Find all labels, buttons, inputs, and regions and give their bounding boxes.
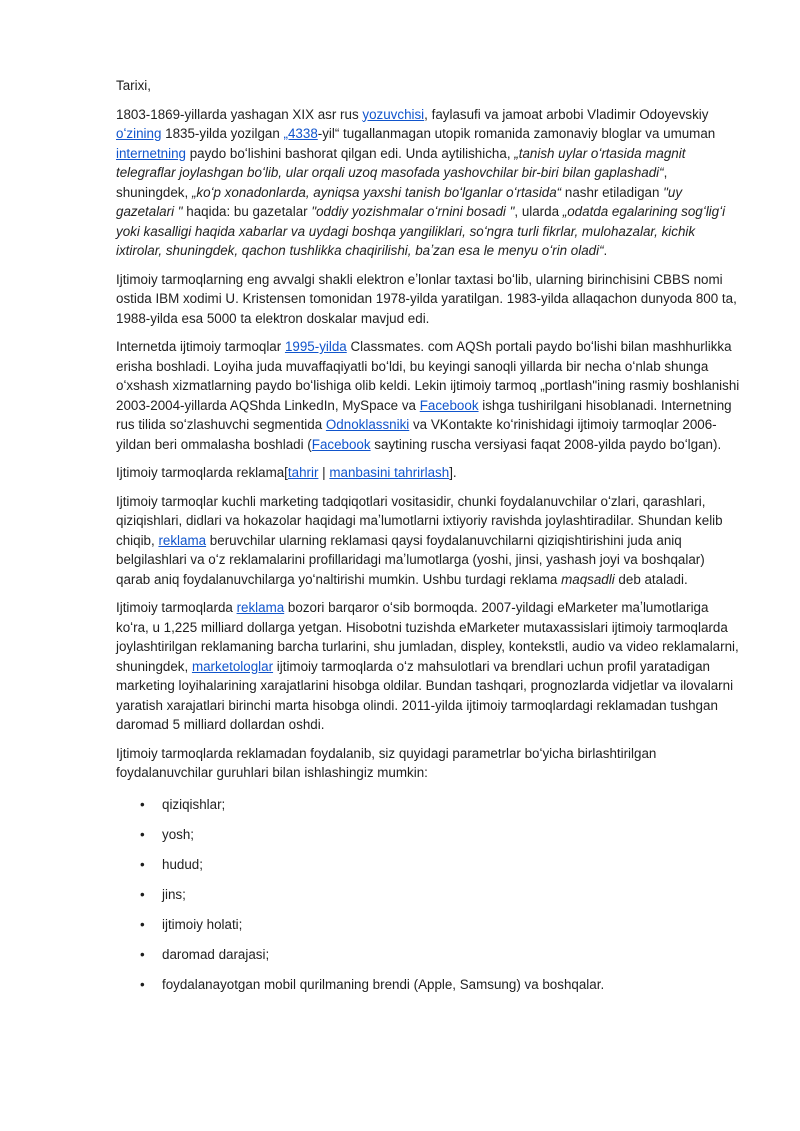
text: saytining ruscha versiyasi faqat 2008-yilda paydo boʻlgan). (370, 436, 722, 452)
link-facebook[interactable]: Facebook (419, 397, 479, 413)
quote: „koʻp xonadonlarda, ayniqsa yaxshi tanish boʻlganlar oʻrtasida“ (191, 184, 562, 200)
bullet-icon: • (140, 856, 145, 872)
bullet-icon: • (140, 946, 145, 962)
targeting-parameters-list (116, 795, 740, 1005)
link-odnoklassniki[interactable]: Odnoklassniki (325, 417, 410, 432)
list-item-text: daromad darajasi; (162, 946, 270, 962)
quote: „tanish uylar oʻrtasida magnit telegraflar joylashgan boʻlib, ular orqali uzoq masofada yashovchilar bir-biri bilan gaplashadi“ (116, 145, 686, 180)
list-item-text: yosh; (162, 826, 195, 842)
subsection-heading (116, 463, 740, 483)
text: beruvchilar ularning reklamasi qaysi foydalanuvchilarni qiziqishtirishini juda aniq belgilashlari va oʻz reklamalarini profillaridagi maʼlumotlarga (yoshi, jinsi, yashash joyi va boshqalar) qarab aniq foydalanuvchilarga yoʻnaltirishi mumkin. Ushbu turdagi reklama (116, 532, 705, 587)
text: bozori barqaror oʻsib bormoqda. 2007-yildagi eMarketer maʼlumotlariga koʻra, u 1,225 milliard dollarga yetgan. Hisobotni tuzishda eMarketer mutaxassislari ijtimoiy tarmoqlarda joylashtirilgan reklamaning barcha turlarini, shu jumladan, displey, kontekstli, audio va video reklamalarni, shuningdek, (116, 600, 739, 674)
list-item (116, 855, 740, 885)
list-item-text: ijtimoiy holati; (162, 916, 243, 932)
text: ishga tushirilgani hisoblanadi. Internetning rus tilida soʻzlashuvchi segmentida (116, 397, 732, 432)
list-item (116, 945, 740, 975)
list-item (116, 885, 740, 915)
link-facebook[interactable]: Facebook (311, 436, 371, 452)
bullet-icon: • (140, 796, 145, 812)
link-yozuvchisi[interactable]: yozuvchisi (362, 106, 425, 122)
text: haqida: bu gazetalar (182, 204, 312, 219)
text: , faylasufi va jamoat arbobi Vladimir Odoyevskiy (424, 106, 709, 122)
text: -yil“ tugallanmagan utopik romanida zamonaviy bloglar va umuman (317, 126, 716, 141)
bullet-icon: • (140, 916, 145, 932)
list-item-text: jins; (162, 886, 186, 902)
list-item-text: foydalanayotgan mobil qurilmaning brendi (Apple, Samsung) va boshqalar. (162, 976, 605, 992)
list-item (116, 975, 740, 1005)
text: paydo boʻlishini bashorat qilgan edi. Unda aytilishicha, (185, 145, 515, 161)
link-4338[interactable]: „4338 (283, 126, 318, 141)
paragraph-internet-networks (116, 337, 740, 454)
text: ]. (449, 465, 457, 480)
text: Ijtimoiy tarmoqlar kuchli marketing tadqiqotlari vositasidir, chunki foydalanuvchilar oʻzlari, qarashlari, qiziqishlari, didlari va hokazolar haqidagi maʼlumotlarni ixtiyoriy ravishda joylashtiradilar. Shundan kelib chiqib, (116, 493, 723, 548)
list-item (116, 795, 740, 825)
list-item-text: hudud; (162, 856, 203, 872)
bullet-icon: • (140, 886, 145, 902)
text: va VKontakte koʻrinishidagi ijtimoiy tarmoqlar 2006-yildan beri ommalasha boshladi ( (116, 417, 717, 452)
link-reklama[interactable]: reklama (236, 600, 285, 615)
text: Ijtimoiy tarmoqlarda (116, 600, 237, 615)
list-item (116, 915, 740, 945)
link-marketologlar[interactable]: marketologlar (191, 658, 274, 674)
text: nashr etiladigan (561, 184, 664, 200)
emphasis: maqsadli (561, 571, 615, 587)
text: , shuningdek, (116, 165, 668, 200)
link-tahrir[interactable]: tahrir (287, 465, 319, 480)
text: 1835-yilda yozilgan (161, 126, 284, 141)
link-internetning[interactable]: internetning (116, 145, 186, 161)
link-manbasini-tahrirlash[interactable]: manbasini tahrirlash (329, 465, 450, 480)
quote: "oddiy yozishmalar oʻrnini bosadi " (311, 204, 515, 219)
quote: "uy gazetalari " (116, 184, 683, 219)
text: deb ataladi. (614, 571, 688, 587)
text: Internetda ijtimoiy tarmoqlar (116, 339, 285, 354)
quote: „odatda egalarining sogʻligʻi yoki kasalligi haqida xabarlar va uydagi boshqa yangiliklari, soʻngra turli fikrlar, mulohazalar, kichik ixtirolar, shuningdek, qachon tushlikka chaqirilishi, baʼzan esa le menyu oʻrin oladi“ (116, 204, 726, 258)
list-item-text: qiziqishlar; (162, 796, 226, 812)
bullet-icon: • (140, 976, 145, 992)
text: . (603, 243, 608, 258)
text: Classmates. com AQSh portali paydo boʻlishi bilan mashhurlikka erisha boshladi. Loyiha juda muvaffaqiyatli boʻldi, bu keyingi sanoqli yillarda bir necha oʻnlab shunga oʻxshash xizmatlarning paydo boʻlishiga olib keldi. Lekin ijtimoiy tarmoq „portlash"ining rasmiy boshlanishi 2003-2004-yillarda AQShda LinkedIn, MySpace va (116, 339, 740, 413)
text: | (318, 465, 330, 480)
bullet-icon: • (140, 826, 145, 842)
section-heading: Tarixi, (116, 78, 151, 93)
text: Ijtimoiy tarmoqlarda reklama[ (116, 465, 288, 480)
paragraph-marketing (116, 492, 740, 590)
text: , ularda (514, 204, 563, 219)
link-1995-yilda[interactable]: 1995-yilda (284, 339, 347, 354)
paragraph-early-networks: Ijtimoiy tarmoqlarning eng avvalgi shakli elektron eʼlonlar taxtasi boʻlib, ularning birinchisini CBBS nomi ostida IBM xodimi U. Kristensen tomonidan 1978-yilda yaratilgan. 1983-yilda allaqachon dunyoda 800 ta, 1988-yilda esa 5000 ta elektron doskalar mavjud edi. (116, 271, 737, 326)
paragraph-history (116, 105, 740, 261)
paragraph-ad-market (116, 598, 740, 735)
text: ijtimoiy tarmoqlarda oʻz mahsulotlari va brendlari uchun profil yaratadigan marketing loyihalarining xarajatlarini hisobga oldilar. Bundan tashqari, prognozlarda vidjetlar va ilovalarni yaratish xarajatlari birinchi marta hisobga olindi. 2011-yilda ijtimoiy tarmoqlardagi reklamadan tushgan daromad 5 milliard dollardan oshdi. (116, 658, 734, 732)
text: 1803-1869-yillarda yashagan XIX asr rus (116, 106, 363, 122)
link-ozining[interactable]: oʻzining (116, 126, 162, 141)
list-item (116, 825, 740, 855)
paragraph-targeting: Ijtimoiy tarmoqlarda reklamadan foydalanib, siz quyidagi parametrlar boʻyicha birlashtirilgan foydalanuvchilar guruhlari bilan ishlashingiz mumkin: (116, 745, 657, 780)
link-reklama[interactable]: reklama (158, 532, 207, 548)
